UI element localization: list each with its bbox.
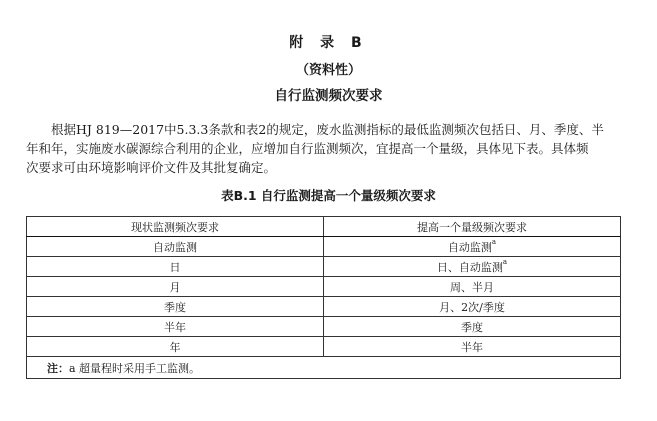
appendix-nature: （资料性）: [295, 63, 361, 78]
cell-current: 日: [27, 257, 324, 277]
cell-raised: 月、2次/季度: [324, 297, 621, 317]
cell-current: 自动监测: [27, 237, 324, 257]
column-header-current: 现状监测频次要求: [27, 217, 324, 237]
table-row: [27, 257, 621, 277]
cell-raised: 周、半月: [324, 277, 621, 297]
paragraph-line: 次要求可由环境影响评价文件及其批复确定。: [26, 160, 277, 175]
note-label: 注：: [47, 361, 69, 375]
cell-raised: 半年: [324, 337, 621, 357]
cell-raised-text: 日、自动监测: [436, 260, 503, 274]
cell-current: 月: [27, 277, 324, 297]
table-row: [27, 337, 621, 357]
footnote-mark: a: [502, 257, 508, 266]
note-text: a 超量程时采用手工监测。: [69, 361, 201, 375]
table-caption: 表B.1 自行监测提高一个量级频次要求: [221, 188, 436, 203]
appendix-title: 自行监测频次要求: [274, 88, 383, 104]
table-row: [27, 297, 621, 317]
column-header-raised: 提高一个量级频次要求: [324, 217, 621, 237]
cell-current: 季度: [27, 297, 324, 317]
cell-raised: [324, 257, 621, 277]
footnote-mark: a: [491, 237, 497, 246]
cell-raised: [324, 237, 621, 257]
frequency-table: [26, 216, 621, 379]
table-note-row: [27, 357, 621, 379]
cell-current: 年: [27, 337, 324, 357]
table-row: [27, 317, 621, 337]
paragraph-line: 年和年，实施废水碳源综合利用的企业，应增加自行监测频次，宜提高一个量级，具体见下表。具体频: [26, 141, 589, 156]
table-row: [27, 277, 621, 297]
table-row: [27, 237, 621, 257]
table-header-row: [27, 217, 621, 237]
cell-raised-text: 自动监测: [447, 240, 492, 254]
table-note: [27, 357, 621, 379]
appendix-label: 附 录 B: [289, 35, 368, 51]
cell-raised: 季度: [324, 317, 621, 337]
cell-current: 半年: [27, 317, 324, 337]
paragraph-line: 根据HJ 819—2017中5.3.3条款和表2的规定，废水监测指标的最低监测频次包括日、月、季度、半: [51, 122, 604, 137]
